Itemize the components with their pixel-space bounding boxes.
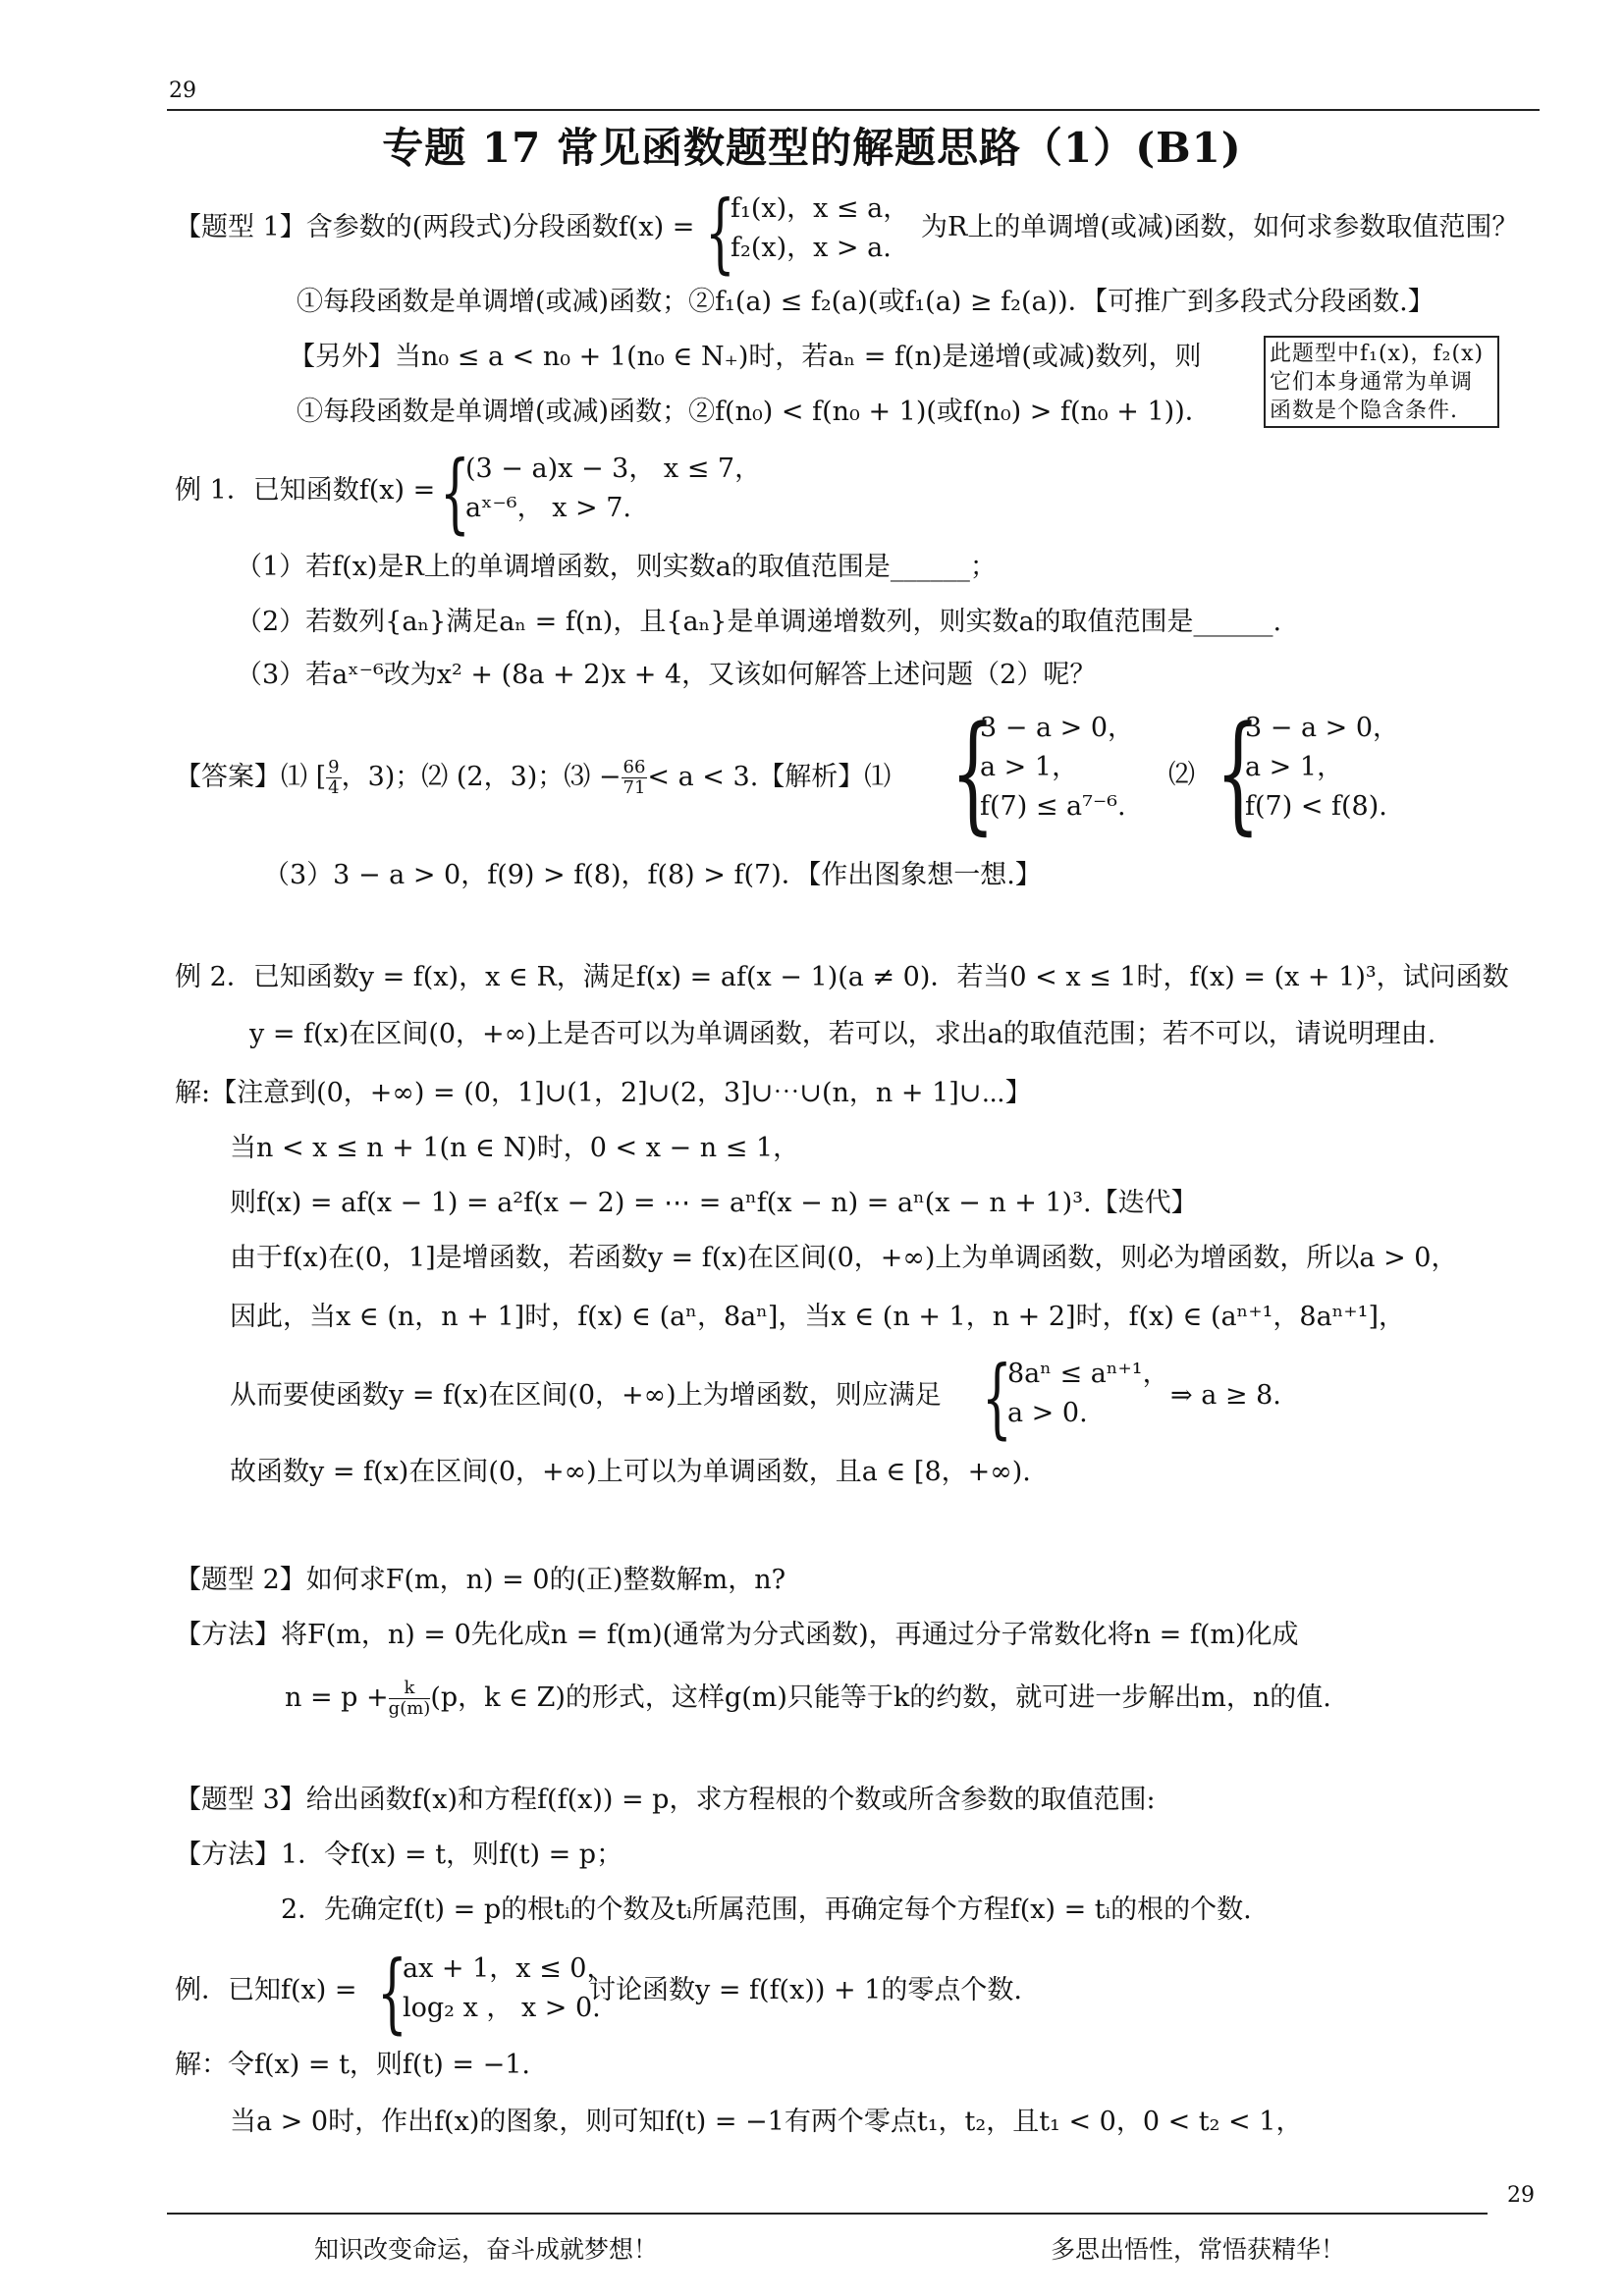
type2-line3-tail: (p，k ∈ Z)的形式，这样g(m)只能等于k的约数，就可进一步解出m，n的值. bbox=[430, 1682, 1331, 1713]
type1-line3: 【另外】当n₀ ≤ a < n₀ + 1(n₀ ∈ N₊)时，若aₙ = f(n)是递增(或减)数列，则 bbox=[289, 342, 1202, 372]
frac-num: 9 bbox=[328, 757, 340, 777]
type2-line3-lead: n = p + bbox=[285, 1682, 389, 1713]
header-rule bbox=[167, 109, 1540, 111]
type2-line2: 【方法】将F(m，n) = 0先化成n = f(m)(通常为分式函数)，再通过分子常数化将n = f(m)化成 bbox=[175, 1620, 1299, 1650]
type3-sol2: 当a > 0时，作出f(x)的图象，则可知f(t) = −1有两个零点t₁，t₂，且t₁ < 0，0 < t₂ < 1， bbox=[230, 2107, 1303, 2137]
left-brace: { bbox=[950, 698, 996, 847]
left-brace: { bbox=[377, 1942, 407, 2043]
footer-motto-right: 多思出悟性，常悟获精华！ bbox=[1051, 2235, 1346, 2264]
footer-rule bbox=[167, 2213, 1488, 2215]
sys2-row1: 3 − a > 0， bbox=[1245, 713, 1400, 743]
ex1-piece1: (3 − a)x − 3， x ≤ 7， bbox=[465, 454, 762, 484]
ex2-sol5: 因此，当x ∈ (n，n + 1]时，f(x) ∈ (aⁿ，8aⁿ]，当x ∈ (n + 1，n + 2]时，f(x) ∈ (aⁿ⁺¹，8aⁿ⁺¹]， bbox=[230, 1302, 1405, 1332]
fraction-k-over-gm bbox=[389, 1679, 431, 1719]
sys2-row3: f(7) < f(8). bbox=[1245, 791, 1387, 822]
footer-motto-left: 知识改变命运，奋斗成就梦想！ bbox=[314, 2235, 659, 2264]
frac-num: 66 bbox=[623, 757, 646, 777]
ex2-sol6-result: ⇒ a ≥ 8. bbox=[1170, 1380, 1281, 1411]
type3-piece2: log₂ x ， x > 0. bbox=[403, 1993, 601, 2023]
ex2-sol1: 解:【注意到(0，+∞) = (0，1]∪(1，2]∪(2，3]∪⋯∪(n，n + 1]∪⋯】 bbox=[175, 1078, 1032, 1108]
ex2-line1: 例 2．已知函数y = f(x)，x ∈ R，满足f(x) = af(x − 1)(a ≠ 0)．若当0 < x ≤ 1时，f(x) = (x + 1)³，试问函数 bbox=[175, 962, 1509, 992]
note-line-3: 函数是个隐含条件. bbox=[1270, 399, 1458, 423]
sys1-row2: a > 1， bbox=[980, 752, 1079, 782]
left-brace: { bbox=[1216, 698, 1261, 847]
type1-piece2: f₂(x)，x > a. bbox=[731, 233, 892, 263]
ex1-lead: 例 1．已知函数f(x) = bbox=[175, 475, 436, 506]
type3-line3: 2．先确定f(t) = p的根tᵢ的个数及tᵢ所属范围，再确定每个方程f(x) = tᵢ的根的个数. bbox=[281, 1895, 1252, 1925]
sys1-row1: 3 − a > 0， bbox=[980, 713, 1135, 743]
fraction-66-71 bbox=[622, 758, 648, 798]
note-line-2: 它们本身通常为单调 bbox=[1270, 370, 1474, 395]
ex1-piece2: aˣ⁻⁶， x > 7. bbox=[465, 493, 631, 523]
side-note-box bbox=[1264, 336, 1499, 428]
sys1-row3: f(7) ≤ a⁷⁻⁶. bbox=[980, 791, 1126, 822]
ex2-sol4: 由于f(x)在(0，1]是增函数，若函数y = f(x)在区间(0，+∞)上为单调函数，则必为增函数，所以a > 0， bbox=[230, 1243, 1458, 1273]
page-title: 专题 17 常见函数题型的解题思路（1）(B1) bbox=[382, 124, 1242, 172]
ex1-part3: （3）3 − a > 0，f(9) > f(8)，f(8) > f(7)．【作出图象想一想.】 bbox=[263, 860, 1042, 890]
left-brace: { bbox=[440, 442, 470, 543]
type3-line2: 【方法】1．令f(x) = t，则f(t) = p； bbox=[175, 1840, 623, 1870]
type3-example-tail: 讨论函数y = f(f(x)) + 1的零点个数. bbox=[589, 1975, 1022, 2005]
type2-line3 bbox=[285, 1679, 1331, 1719]
type1-line1-tail: 为R上的单调增(或减)函数，如何求参数取值范围？ bbox=[921, 212, 1519, 242]
ex2-sol3: 则f(x) = af(x − 1) = a²f(x − 2) = ⋯ = aⁿf(x − n) = aⁿ(x − n + 1)³.【迭代】 bbox=[230, 1188, 1198, 1218]
ans-part-b: ，3)；⑵ (2，3)；⑶ − bbox=[341, 762, 622, 792]
type3-example-lead: 例．已知f(x) = bbox=[175, 1975, 357, 2005]
left-brace: { bbox=[982, 1347, 1012, 1448]
ex1-answer-line bbox=[175, 758, 891, 798]
ex1-q1: （1）若f(x)是R上的单调增函数，则实数a的取值范围是______； bbox=[236, 552, 997, 582]
ex1-q2: （2）若数列{aₙ}满足aₙ = f(n)，且{aₙ}是单调递增数列，则实数a的取值范围是______. bbox=[236, 607, 1282, 637]
ex2-line2: y = f(x)在区间(0，+∞)上是否可以为单调函数，若可以，求出a的取值范围；若不可以，请说明理由. bbox=[249, 1019, 1436, 1049]
left-brace: { bbox=[705, 182, 735, 283]
type2-line1: 【题型 2】如何求F(m，n) = 0的(正)整数解m，n? bbox=[175, 1565, 786, 1595]
note-line-1: 此题型中f₁(x)，f₂(x) bbox=[1270, 342, 1485, 366]
ex1-q3: （3）若aˣ⁻⁶改为x² + (8a + 2)x + 4，又该如何解答上述问题（2）呢？ bbox=[236, 660, 1097, 690]
ex2-sys-row1: 8aⁿ ≤ aⁿ⁺¹， bbox=[1007, 1359, 1169, 1389]
frac-num: k bbox=[389, 1679, 431, 1699]
type3-line1: 【题型 3】给出函数f(x)和方程f(f(x)) = p，求方程根的个数或所含参数的取值范围: bbox=[175, 1785, 1156, 1815]
footer-page-number: 29 bbox=[1507, 2183, 1535, 2208]
ex2-sol7: 故函数y = f(x)在区间(0，+∞)上可以为单调函数，且a ∈ [8，+∞). bbox=[230, 1457, 1031, 1487]
ex1-ans-part-d: ⑵ bbox=[1168, 760, 1195, 790]
ans-part-c: < a < 3.【解析】⑴ bbox=[647, 762, 892, 792]
ans-part-a: 【答案】⑴ [ bbox=[175, 762, 327, 792]
frac-den: 4 bbox=[328, 777, 340, 798]
header-page-number: 29 bbox=[169, 79, 196, 103]
type1-line1-lead: 【题型 1】含参数的(两段式)分段函数f(x) = bbox=[175, 212, 695, 242]
type3-sol1: 解：令f(x) = t，则f(t) = −1. bbox=[175, 2050, 531, 2080]
type1-line4: ①每段函数是单调增(或减)函数；②f(n₀) < f(n₀ + 1)(或f(n₀) > f(n₀ + 1))． bbox=[297, 397, 1212, 427]
type1-piece1: f₁(x)，x ≤ a， bbox=[731, 193, 910, 224]
ex2-sol2: 当n < x ≤ n + 1(n ∈ N)时，0 < x − n ≤ 1， bbox=[230, 1133, 800, 1163]
frac-den: g(m) bbox=[388, 1698, 431, 1719]
type3-piece1: ax + 1，x ≤ 0， bbox=[403, 1953, 614, 1984]
ex2-sys-row2: a > 0. bbox=[1007, 1398, 1088, 1428]
ex2-sol6-lead: 从而要使函数y = f(x)在区间(0，+∞)上为增函数，则应满足 bbox=[230, 1380, 942, 1411]
sys2-row2: a > 1， bbox=[1245, 752, 1344, 782]
fraction-9-4 bbox=[326, 758, 341, 798]
type1-line2: ①每段函数是单调增(或减)函数；②f₁(a) ≤ f₂(a)(或f₁(a) ≥ f₂(a))．【可推广到多段式分段函数.】 bbox=[297, 287, 1435, 317]
frac-den: 71 bbox=[623, 777, 646, 798]
